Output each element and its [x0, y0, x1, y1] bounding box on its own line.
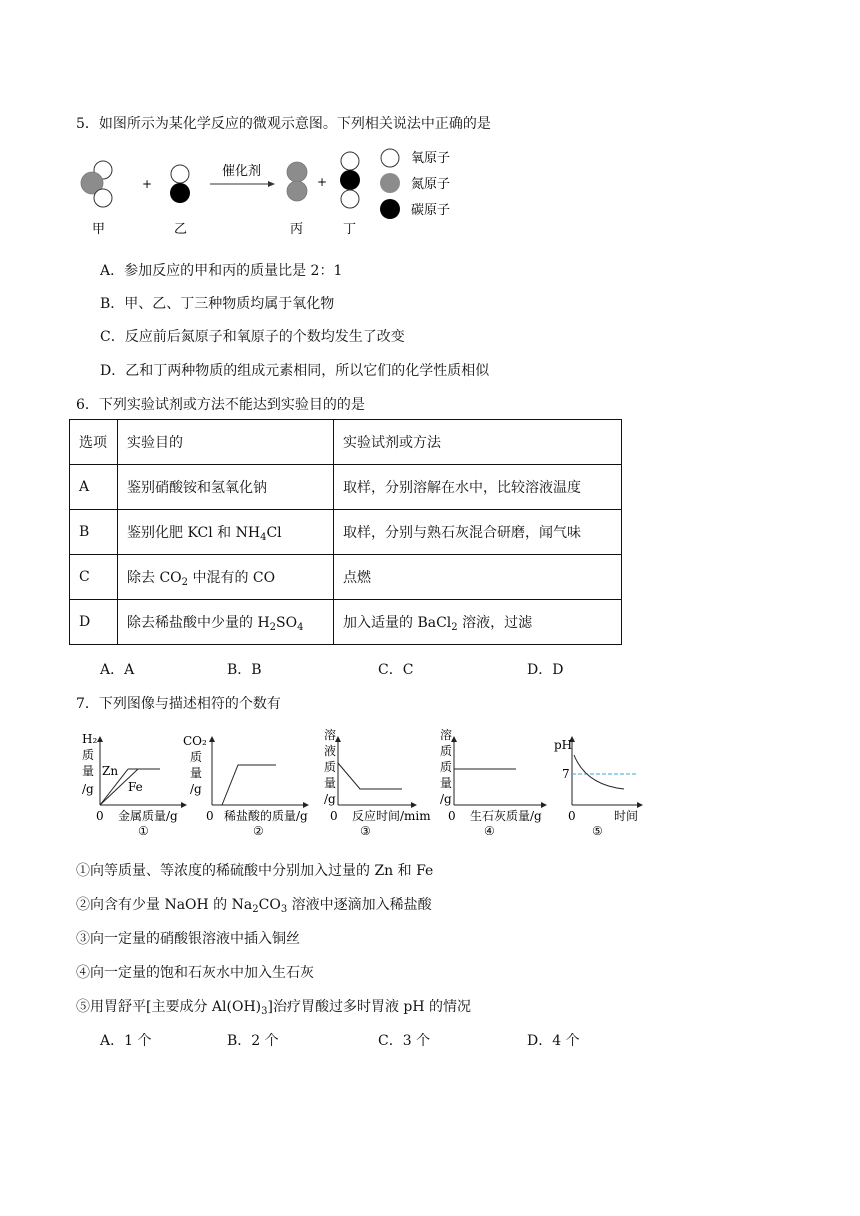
g2-origin: 0	[206, 809, 214, 823]
legend-carbon: 碳原子	[411, 203, 451, 218]
molecule-jia-group	[81, 161, 112, 207]
legend-nitrogen: 氮原子	[411, 177, 451, 192]
table-row	[70, 600, 622, 645]
q6-choice-a: A．A	[100, 662, 135, 678]
g2-number: ②	[253, 824, 264, 835]
q6-stem: 6．下列实验试剂或方法不能达到实验目的的是	[76, 397, 365, 413]
ph-curve	[574, 755, 624, 789]
g3-ylabel-1: 液	[324, 744, 337, 758]
q7-statement-3: ③向一定量的硝酸银溶液中插入铜丝	[76, 931, 300, 947]
co2-curve	[222, 765, 276, 805]
g2-ylabel-1: 质	[190, 750, 203, 764]
graph-2	[183, 734, 308, 835]
q7-choice-a: A．1 个	[100, 1033, 152, 1049]
g4-ylabel-4: /g	[440, 792, 452, 806]
row-option: B	[70, 510, 118, 555]
row-method: 点燃	[334, 555, 622, 600]
q7-stem: 7．下列图像与描述相符的个数有	[76, 696, 281, 712]
q6-choice-b: B．B	[227, 662, 262, 678]
q6-choice-c: C．C	[378, 662, 414, 678]
graph-4	[440, 727, 546, 835]
g3-ylabel-0: 溶	[324, 728, 337, 742]
q7-graphs	[76, 725, 656, 835]
g5-ylabel: pH	[554, 738, 573, 752]
q7-choice-d: D．4 个	[527, 1033, 580, 1049]
q7-statement-5: ⑤用胃舒平[主要成分 $Al(OH)_3$]治疗胃酸过多时胃液 pH 的情况	[76, 999, 472, 1017]
g3-number: ③	[360, 824, 371, 835]
header-option: 选项	[70, 420, 118, 465]
q5-option-c: C．反应前后氮原子和氧原子的个数均发生了改变	[100, 329, 405, 345]
legend-carbon-swatch	[380, 199, 400, 219]
g1-number: ①	[138, 824, 149, 835]
molecule-yi	[170, 165, 190, 203]
label-ding: 丁	[343, 222, 357, 237]
row-method: 取样，分别溶解在水中，比较溶液温度	[334, 465, 622, 510]
q5-option-d: D．乙和丁两种物质的组成元素相同，所以它们的化学性质相似	[100, 363, 490, 379]
table-row	[70, 555, 622, 600]
row-method: 取样，分别与熟石灰混合研磨，闻气味	[334, 510, 622, 555]
g1-fe-label: Fe	[128, 780, 143, 794]
g3-ylabel-2: 质	[324, 760, 337, 774]
g4-ylabel-1: 质	[440, 744, 453, 758]
plus-sign-1: +	[142, 177, 153, 191]
q7-statement-1: ①向等质量、等浓度的稀硫酸中分别加入过量的 Zn 和 Fe	[76, 863, 434, 879]
g4-origin: 0	[448, 809, 456, 823]
row-option: D	[70, 600, 118, 645]
graph-1	[82, 732, 186, 835]
row-goal: 鉴别硝酸铵和氢氧化钠	[118, 465, 334, 510]
g5-number: ⑤	[592, 824, 603, 835]
row-goal: 鉴别化肥 KCl 和 $NH_4Cl$	[118, 510, 334, 555]
g3-xlabel: 反应时间/mim	[352, 809, 431, 823]
g5-origin: 0	[568, 809, 576, 823]
q7-choice-b: B．2 个	[227, 1033, 279, 1049]
g5-xlabel: 时间	[614, 809, 639, 823]
g3-ylabel-3: 量	[324, 776, 337, 790]
graph-5	[554, 737, 642, 835]
g2-ylabel-0: CO₂	[183, 734, 207, 748]
row-method: 加入适量的 BaCl$_2$ 溶液，过滤	[334, 600, 622, 645]
g4-ylabel-3: 量	[440, 776, 453, 790]
g5-tick-7: 7	[562, 767, 570, 781]
arrow-head	[268, 181, 275, 187]
molecule-ding	[340, 152, 360, 208]
row-goal: 除去稀盐酸中少量的 $H_2SO_4$	[118, 600, 334, 645]
plus-sign-2: +	[317, 175, 328, 189]
header-method: 实验试剂或方法	[334, 420, 622, 465]
g4-ylabel-2: 质	[440, 760, 453, 774]
row-goal: 除去 $CO_2$ 中混有的 CO	[118, 555, 334, 600]
g4-number: ④	[484, 824, 495, 835]
catalyst-label: 催化剂	[222, 164, 262, 179]
legend-oxygen: 氧原子	[411, 151, 451, 166]
q5-stem: 5．如图所示为某化学反应的微观示意图。下列相关说法中正确的是	[76, 116, 491, 132]
reaction-diagram	[72, 145, 492, 240]
g1-ylabel-3: /g	[82, 782, 94, 796]
label-bing: 丙	[290, 222, 304, 237]
q5-option-a: A．参加反应的甲和丙的质量比是 2：1	[100, 263, 343, 279]
g1-ylabel-1: 质	[82, 748, 95, 762]
q7-choice-c: C．3 个	[378, 1033, 431, 1049]
row-option: A	[70, 465, 118, 510]
legend-oxygen-swatch	[381, 149, 399, 167]
g2-ylabel-3: /g	[190, 782, 202, 796]
g1-xlabel: 金属质量/g	[118, 809, 178, 823]
legend-nitrogen-swatch	[380, 173, 400, 193]
g1-origin: 0	[96, 809, 104, 823]
q5-option-b: B．甲、乙、丁三种物质均属于氧化物	[100, 296, 335, 312]
table-row	[70, 465, 622, 510]
experiment-table	[69, 419, 622, 645]
g1-zn-label: Zn	[102, 764, 119, 778]
q7-statement-4: ④向一定量的饱和石灰水中加入生石灰	[76, 965, 314, 981]
molecule-bing	[287, 162, 307, 201]
g2-ylabel-2: 量	[190, 766, 203, 780]
table-row	[70, 510, 622, 555]
header-goal: 实验目的	[118, 420, 334, 465]
g4-ylabel-0: 溶	[440, 728, 453, 742]
q6-choice-d: D．D	[527, 662, 564, 678]
g3-ylabel-4: /g	[324, 792, 336, 806]
label-jia: 甲	[92, 222, 106, 237]
solution-curve	[338, 763, 402, 789]
g2-xlabel: 稀盐酸的质量/g	[224, 809, 308, 823]
graph-3	[324, 727, 431, 835]
g1-ylabel-0: H₂	[82, 732, 98, 746]
legend	[380, 149, 450, 219]
g4-xlabel: 生石灰质量/g	[470, 809, 542, 823]
row-option: C	[70, 555, 118, 600]
g1-ylabel-2: 量	[82, 764, 95, 778]
table-header-row	[70, 420, 622, 465]
label-yi: 乙	[174, 222, 188, 237]
g3-origin: 0	[330, 809, 338, 823]
q7-statement-2: ②向含有少量 NaOH 的 $Na_2CO_3$ 溶液中逐滴加入稀盐酸	[76, 897, 432, 915]
